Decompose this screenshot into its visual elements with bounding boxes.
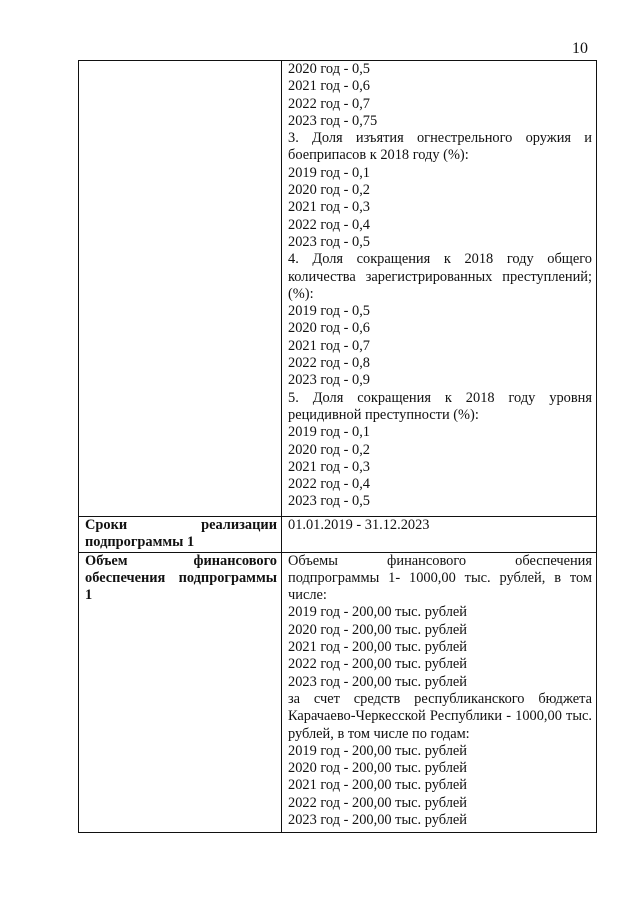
list-item: 2020 год - 200,00 тыс. рублей xyxy=(288,760,467,777)
list-item: 2021 год - 200,00 тыс. рублей xyxy=(288,639,467,656)
table-row-financing xyxy=(79,552,597,832)
indicator-heading-3: 3. Доля изъятия огнестрельного оружия и боеприпасов к 2018 году (%): xyxy=(288,130,592,164)
list-item: 2022 год - 0,7 xyxy=(288,95,371,112)
list-item: 2023 год - 200,00 тыс. рублей xyxy=(288,812,467,829)
list-item: 2023 год - 0,5 xyxy=(288,233,371,250)
list-item: 2023 год - 0,75 xyxy=(288,112,378,129)
list-item: 2020 год - 0,2 xyxy=(288,441,371,458)
table-row-indicators xyxy=(79,61,597,517)
indicators-cell xyxy=(282,61,597,517)
indicator-values-4 xyxy=(288,303,592,389)
list-item: 2022 год - 0,8 xyxy=(288,355,371,372)
indicator-heading-5: 5. Доля сокращения к 2018 году уровня рецидивной преступности (%): xyxy=(288,389,592,423)
financing-cell xyxy=(282,552,597,832)
list-item: 2023 год - 200,00 тыс. рублей xyxy=(288,673,467,690)
list-item: 2020 год - 200,00 тыс. рублей xyxy=(288,621,467,638)
list-item: 2021 год - 0,3 xyxy=(288,458,371,475)
indicator-values-2 xyxy=(288,61,592,130)
list-item: 2020 год - 0,5 xyxy=(288,61,371,77)
table-row-period xyxy=(79,517,597,553)
row-label-financing: Объем финансового обеспечения подпрограммы 1 xyxy=(79,552,282,832)
list-item: 2019 год - 0,1 xyxy=(288,424,371,441)
financing-source: за счет средств республиканского бюджета Карачаево-Черкесской Республики - 1000,00 тыс. рублей, в том числе по годам: xyxy=(288,690,592,742)
list-item: 2020 год - 0,2 xyxy=(288,182,371,199)
list-item: 2019 год - 200,00 тыс. рублей xyxy=(288,742,467,759)
list-item: 2023 год - 0,5 xyxy=(288,493,371,510)
list-item: 2021 год - 200,00 тыс. рублей xyxy=(288,777,467,794)
financing-years-budget xyxy=(288,743,592,829)
list-item: 2022 год - 200,00 тыс. рублей xyxy=(288,656,467,673)
list-item: 2019 год - 200,00 тыс. рублей xyxy=(288,604,467,621)
financing-intro: Объемы финансового обеспечения подпрограммы 1- 1000,00 тыс. рублей, в том числе: xyxy=(288,552,592,604)
page-number: 10 xyxy=(572,40,588,57)
row-label-empty xyxy=(79,61,282,517)
list-item: 2022 год - 200,00 тыс. рублей xyxy=(288,794,467,811)
list-item: 2021 год - 0,3 xyxy=(288,199,371,216)
list-item: 2022 год - 0,4 xyxy=(288,216,371,233)
list-item: 2020 год - 0,6 xyxy=(288,320,371,337)
period-value: 01.01.2019 - 31.12.2023 xyxy=(282,517,597,553)
list-item: 2023 год - 0,9 xyxy=(288,372,371,389)
indicator-heading-4: 4. Доля сокращения к 2018 году общего количества зарегистрированных преступлений; (%): xyxy=(288,251,592,302)
list-item: 2021 год - 0,7 xyxy=(288,337,371,354)
indicator-values-5 xyxy=(288,424,592,510)
list-item: 2019 год - 0,5 xyxy=(288,303,371,320)
list-item: 2021 год - 0,6 xyxy=(288,78,371,95)
list-item: 2022 год - 0,4 xyxy=(288,476,371,493)
financing-years-total xyxy=(288,604,592,690)
list-item: 2019 год - 0,1 xyxy=(288,164,371,181)
passport-table xyxy=(78,60,597,833)
indicator-values-3 xyxy=(288,165,592,251)
row-label-period: Сроки реализации подпрограммы 1 xyxy=(79,517,282,553)
